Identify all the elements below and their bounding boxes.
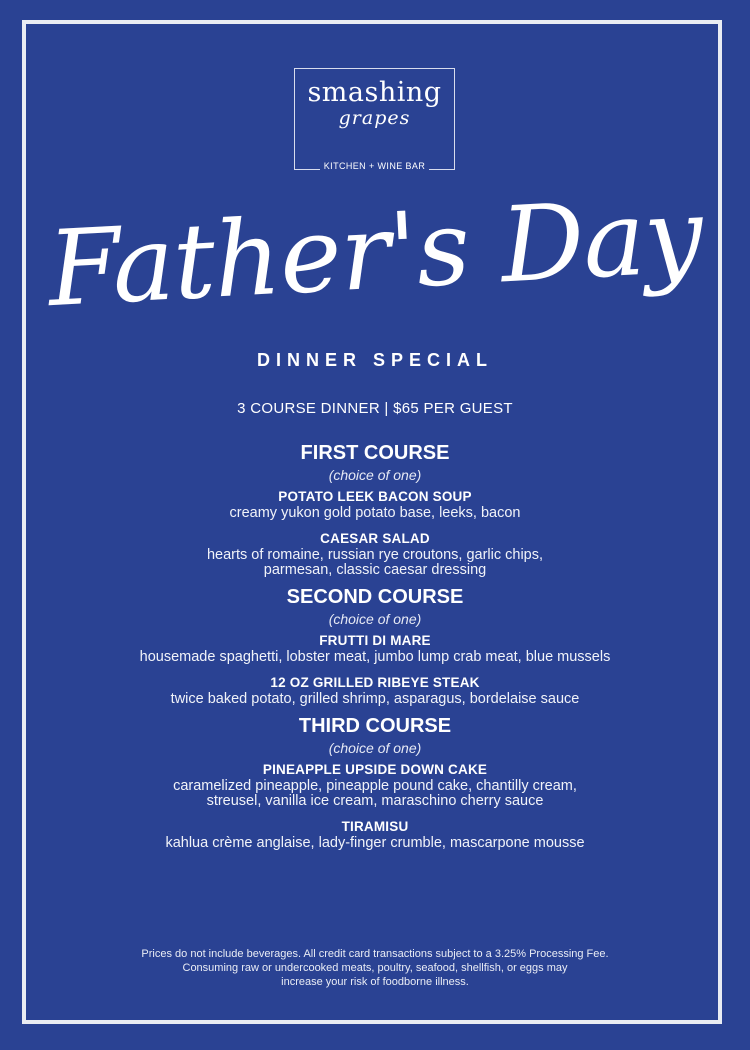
footer-line: Consuming raw or undercooked meats, poultry, seafood, shellfish, or eggs may: [182, 962, 568, 974]
page-subtitle: DINNER SPECIAL: [256, 350, 493, 370]
footer-line: increase your risk of foodborne illness.: [281, 976, 469, 988]
dish-name: TIRAMISU: [341, 819, 409, 834]
dish-item: [60, 632, 690, 665]
dish-item: [60, 674, 690, 707]
dish-description: twice baked potato, grilled shrimp, asparagus, bordelaise sauce: [170, 691, 580, 707]
dish-description: creamy yukon gold potato base, leeks, bacon: [229, 505, 521, 521]
page-title: Father's Day: [45, 173, 705, 331]
logo-wordmark: smashing: [307, 77, 442, 108]
dish-description: caramelized pineapple, pineapple pound cake, chantilly cream,: [173, 778, 577, 794]
dish-name: CAESAR SALAD: [320, 531, 430, 546]
course-third: [60, 713, 690, 851]
dish-name: POTATO LEEK BACON SOUP: [278, 489, 472, 504]
dish-name: PINEAPPLE UPSIDE DOWN CAKE: [262, 762, 488, 777]
course-title: THIRD COURSE: [298, 715, 452, 737]
course-choice-note: (choice of one): [328, 611, 422, 627]
dish-item: [60, 488, 690, 521]
dish-description: housemade spaghetti, lobster meat, jumbo lump crab meat, blue mussels: [139, 649, 611, 665]
dish-name: FRUTTI DI MARE: [319, 633, 431, 648]
dish-name: 12 OZ GRILLED RIBEYE STEAK: [270, 675, 480, 690]
price-line: 3 COURSE DINNER | $65 PER GUEST: [237, 400, 513, 417]
restaurant-logo: [294, 68, 455, 170]
course-first: [60, 440, 690, 578]
logo-script: grapes: [338, 107, 411, 129]
dish-item: [60, 761, 690, 809]
dish-item: [60, 818, 690, 851]
course-choice-note: (choice of one): [328, 740, 422, 756]
course-title: FIRST COURSE: [300, 442, 450, 464]
dish-description: kahlua crème anglaise, lady-finger crumble, mascarpone mousse: [165, 835, 585, 851]
dish-description: hearts of romaine, russian rye croutons, garlic chips,: [206, 547, 544, 563]
footer-line: Prices do not include beverages. All credit card transactions subject to a 3.25% Processing Fee.: [141, 948, 609, 960]
dish-item: [60, 530, 690, 578]
course-second: [60, 584, 690, 707]
course-choice-note: (choice of one): [328, 467, 422, 483]
menu: [60, 436, 690, 851]
dish-description: streusel, vanilla ice cream, maraschino cherry sauce: [206, 793, 544, 809]
course-title: SECOND COURSE: [286, 586, 464, 608]
footer-disclaimer: [0, 947, 750, 989]
dish-description: parmesan, classic caesar dressing: [263, 562, 487, 578]
logo-tagline: KITCHEN + WINE BAR: [295, 161, 454, 171]
